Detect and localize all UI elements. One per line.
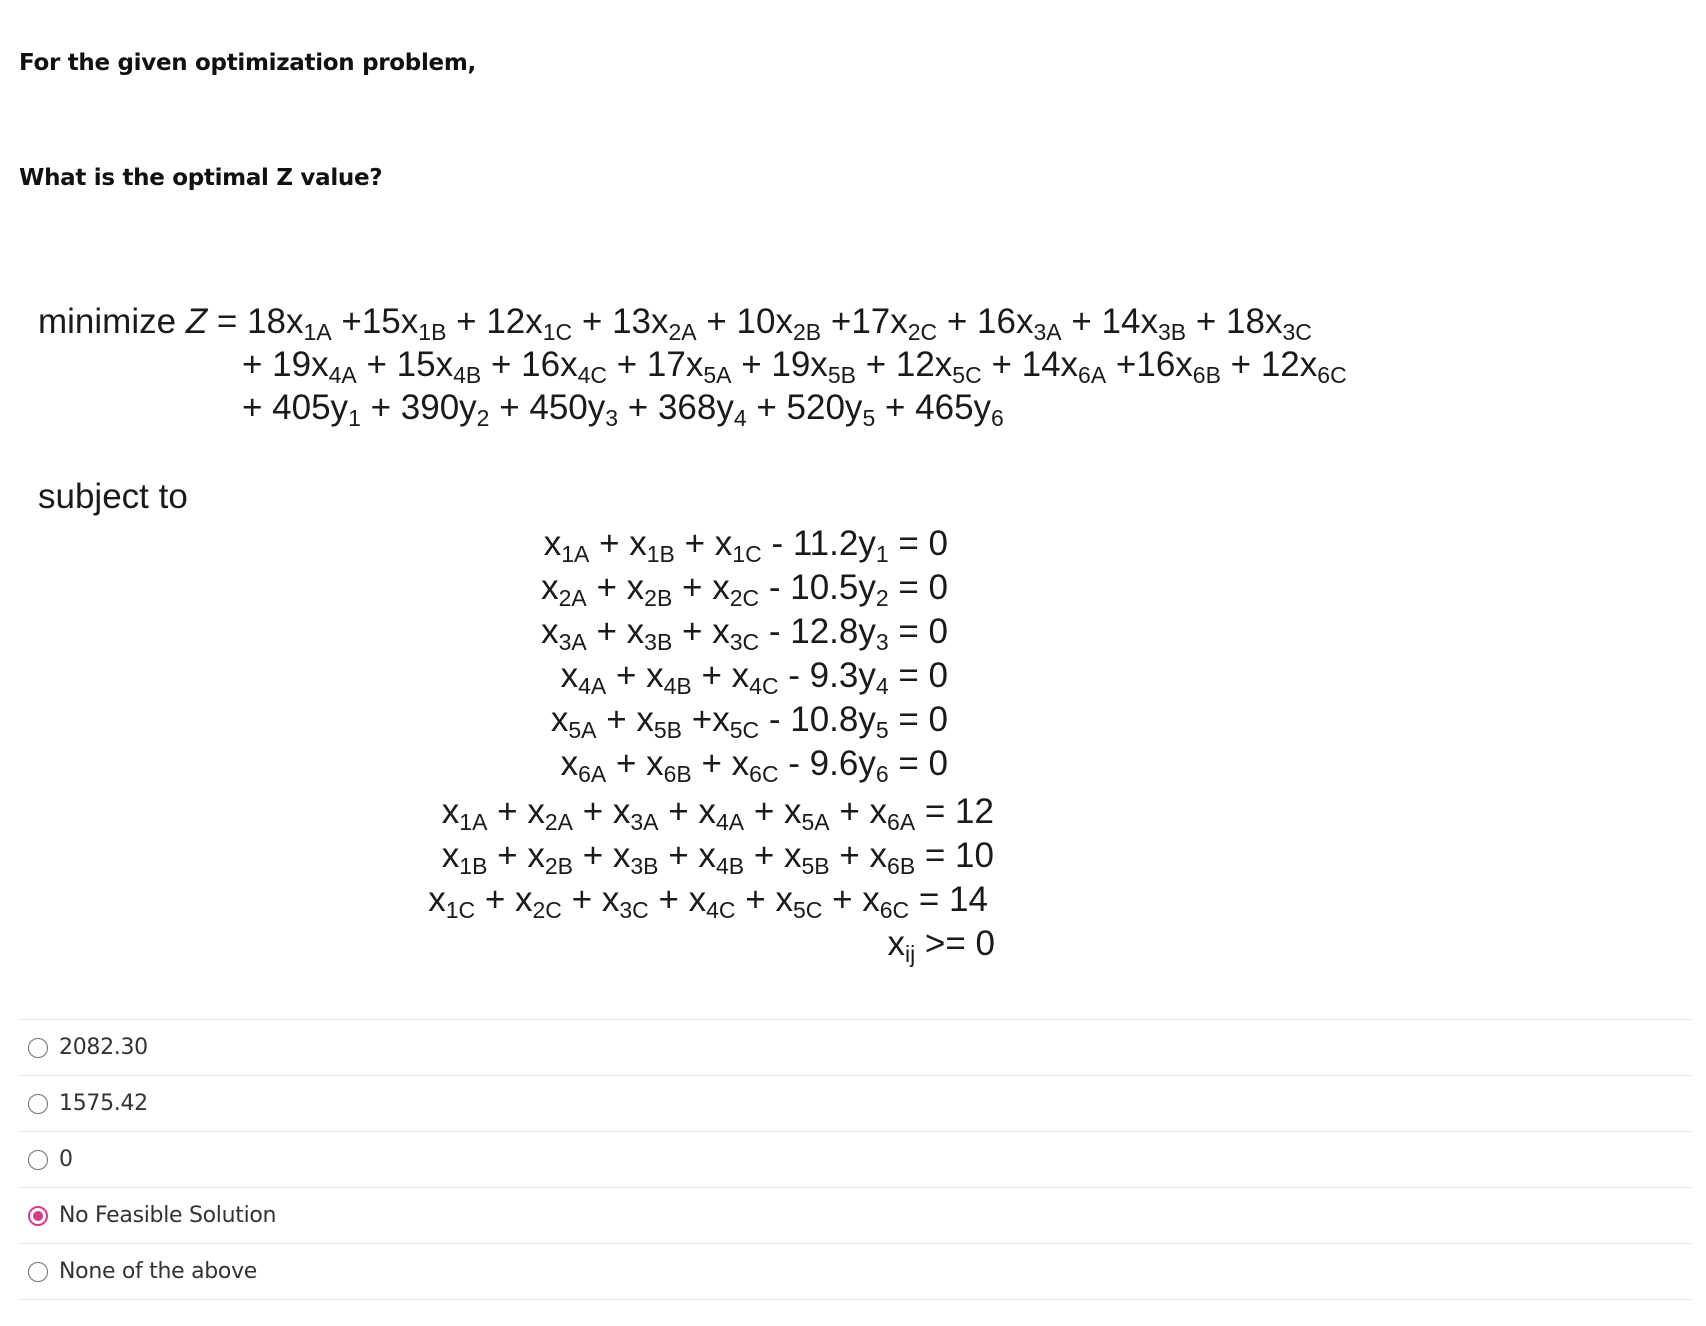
objective-term: + $390y_2$ [370,388,490,431]
objective-row-3 [242,388,1004,431]
constraint-term: $x_{3A}$ [541,612,587,655]
constraint-term: $x_{2A}$ [541,568,587,611]
constraint-term: - $11.2y_1$ [771,524,889,567]
constraint-term: + $x_{4B}$ [668,836,745,879]
constraint-term: + $x_{3B}$ [596,612,673,655]
constraint-term: + $x_{4B}$ [615,656,692,699]
constraint-term: + $x_{5C}$ [745,880,823,923]
constraint-row [441,836,994,879]
constraint-row [887,924,995,967]
objective-term: + $19x_{5B}$ [741,345,856,388]
objective-term: + $12x_{5C}$ [865,345,982,388]
constraint-term: + $x_{2B}$ [497,836,573,879]
constraint-term: + $x_{6C}$ [832,880,910,923]
objective-term: + $16x_{4C}$ [490,345,607,388]
constraint-term: + $x_{4C}$ [701,656,779,699]
constraint-term: + $x_{3C}$ [682,612,760,655]
constraint-rhs: >= 0 [915,924,995,963]
constraint-row [441,792,994,835]
constraint-row [550,700,948,743]
objective-term: + $19x_{4A}$ [242,345,357,388]
objective-row-2 [242,345,1347,388]
constraint-term: + $x_{2B}$ [596,568,673,611]
objective-term: + $16x_{3A}$ [946,302,1062,345]
radio-selected-icon[interactable] [28,1206,48,1226]
objective-term: + $14x_{6A}$ [991,345,1107,388]
radio-icon[interactable] [28,1150,48,1170]
constraint-term: - $9.6y_6$ [788,744,889,787]
answer-option[interactable] [19,1076,1691,1132]
constraint-term: $x_{1A}$ [543,524,590,567]
constraint-rhs: = 0 [888,568,948,607]
constraint-term: $x_{1B}$ [441,836,488,879]
constraint-term: + $x_{6A}$ [839,792,916,835]
objective-term: + $368y_4$ [627,388,747,431]
constraint-rhs: = 10 [915,836,994,875]
answer-option-label: 2082.30 [59,1035,148,1060]
objective-term: + $465y_6$ [884,388,1004,431]
objective-term: + $12x_{1C}$ [456,302,573,345]
constraint-term: + $x_{4C}$ [658,880,736,923]
objective-row-1: minimize $Z = 18x_{1A} +15x_{1B} + 12x_{1C} + 13x_{2A} + 10x_{2B} +17x_{2C} + 16x_{3A} + 14x_{3B} + 18x_{3C}$ [38,302,1312,345]
intro-text: For the given optimization problem, [19,50,476,76]
constraint-row [560,656,948,699]
objective-term: + $520y_5$ [756,388,876,431]
constraint-term: - $9.3y_4$ [788,656,889,699]
radio-icon[interactable] [28,1094,48,1114]
constraint-rhs: = 0 [888,744,948,783]
radio-icon[interactable] [28,1262,48,1282]
constraint-row [543,524,948,567]
constraint-term: $x_{1A}$ [441,792,488,835]
minimize-keyword: minimize [38,302,177,341]
answer-options [19,1019,1691,1300]
objective-term: + $14x_{3B}$ [1071,302,1187,345]
objective-term: $+15x_{1B}$ [341,302,447,345]
objective-term: + $17x_{5A}$ [616,345,732,388]
objective-term: + $405y_1$ [242,388,361,431]
constraint-term: $x_{5A}$ [550,700,597,743]
objective-term: + $450y_3$ [499,388,619,431]
constraint-term: + $x_{6B}$ [615,744,692,787]
objective-term: $+16x_{6B}$ [1115,345,1221,388]
constraint-term: + $x_{5B}$ [753,836,830,879]
constraint-term: + $x_{6C}$ [701,744,779,787]
constraint-row [541,612,948,655]
answer-option-label: 1575.42 [59,1091,148,1116]
constraint-rhs: = 0 [888,656,948,695]
objective-term: $+17x_{2C}$ [830,302,938,345]
subject-to-label: subject to [38,477,188,516]
constraint-rhs: = 0 [888,700,948,739]
question-text: What is the optimal Z value? [19,165,383,191]
objective-term: + $15x_{4B}$ [366,345,482,388]
objective-term: + $12x_{6C}$ [1230,345,1347,388]
constraint-term: + $x_{5A}$ [753,792,830,835]
constraint-term: + $x_{2C}$ [484,880,562,923]
constraint-row [560,744,948,787]
objective-term: + $10x_{2B}$ [706,302,822,345]
constraint-rhs: = 0 [888,524,948,563]
constraint-rhs: = 14 [909,880,988,919]
objective-variable: Z [185,302,208,341]
objective-term: $18x_{1A}$ [247,302,332,345]
constraint-term: + $x_{3B}$ [582,836,659,879]
answer-option-label: None of the above [59,1259,258,1284]
constraint-term: $+x_{5C}$ [691,700,760,743]
constraint-term: + $x_{5B}$ [606,700,683,743]
constraint-term: + $x_{2C}$ [682,568,760,611]
constraint-term: - $12.8y_3$ [768,612,889,655]
objective-term: + $18x_{3C}$ [1195,302,1312,345]
answer-option[interactable] [19,1020,1691,1076]
answer-option[interactable] [19,1132,1691,1188]
constraint-rhs: = 0 [888,612,948,651]
objective-terms [247,302,1312,345]
constraint-term: + $x_{4A}$ [668,792,745,835]
constraint-rhs: = 12 [915,792,994,831]
constraint-term: $x_{1C}$ [428,880,476,923]
constraint-row [541,568,948,611]
constraint-term: + $x_{6B}$ [839,836,916,879]
answer-option-label: 0 [59,1147,73,1172]
constraint-term: + $x_{1C}$ [684,524,762,567]
constraint-term: $x_{6A}$ [560,744,607,787]
answer-option[interactable] [19,1188,1691,1244]
constraint-term: - $10.5y_2$ [768,568,889,611]
constraint-term: + $x_{3C}$ [571,880,649,923]
constraint-term: - $10.8y_5$ [768,700,889,743]
constraint-row [428,880,988,923]
constraint-term: $x_{ij}$ [887,924,916,967]
objective-term: + $13x_{2A}$ [581,302,697,345]
answer-option-label: No Feasible Solution [59,1203,277,1228]
constraint-term: + $x_{3A}$ [582,792,659,835]
radio-icon[interactable] [28,1038,48,1058]
answer-option[interactable] [19,1244,1691,1300]
constraint-term: + $x_{1B}$ [599,524,675,567]
constraint-term: + $x_{2A}$ [497,792,573,835]
constraint-term: $x_{4A}$ [560,656,607,699]
